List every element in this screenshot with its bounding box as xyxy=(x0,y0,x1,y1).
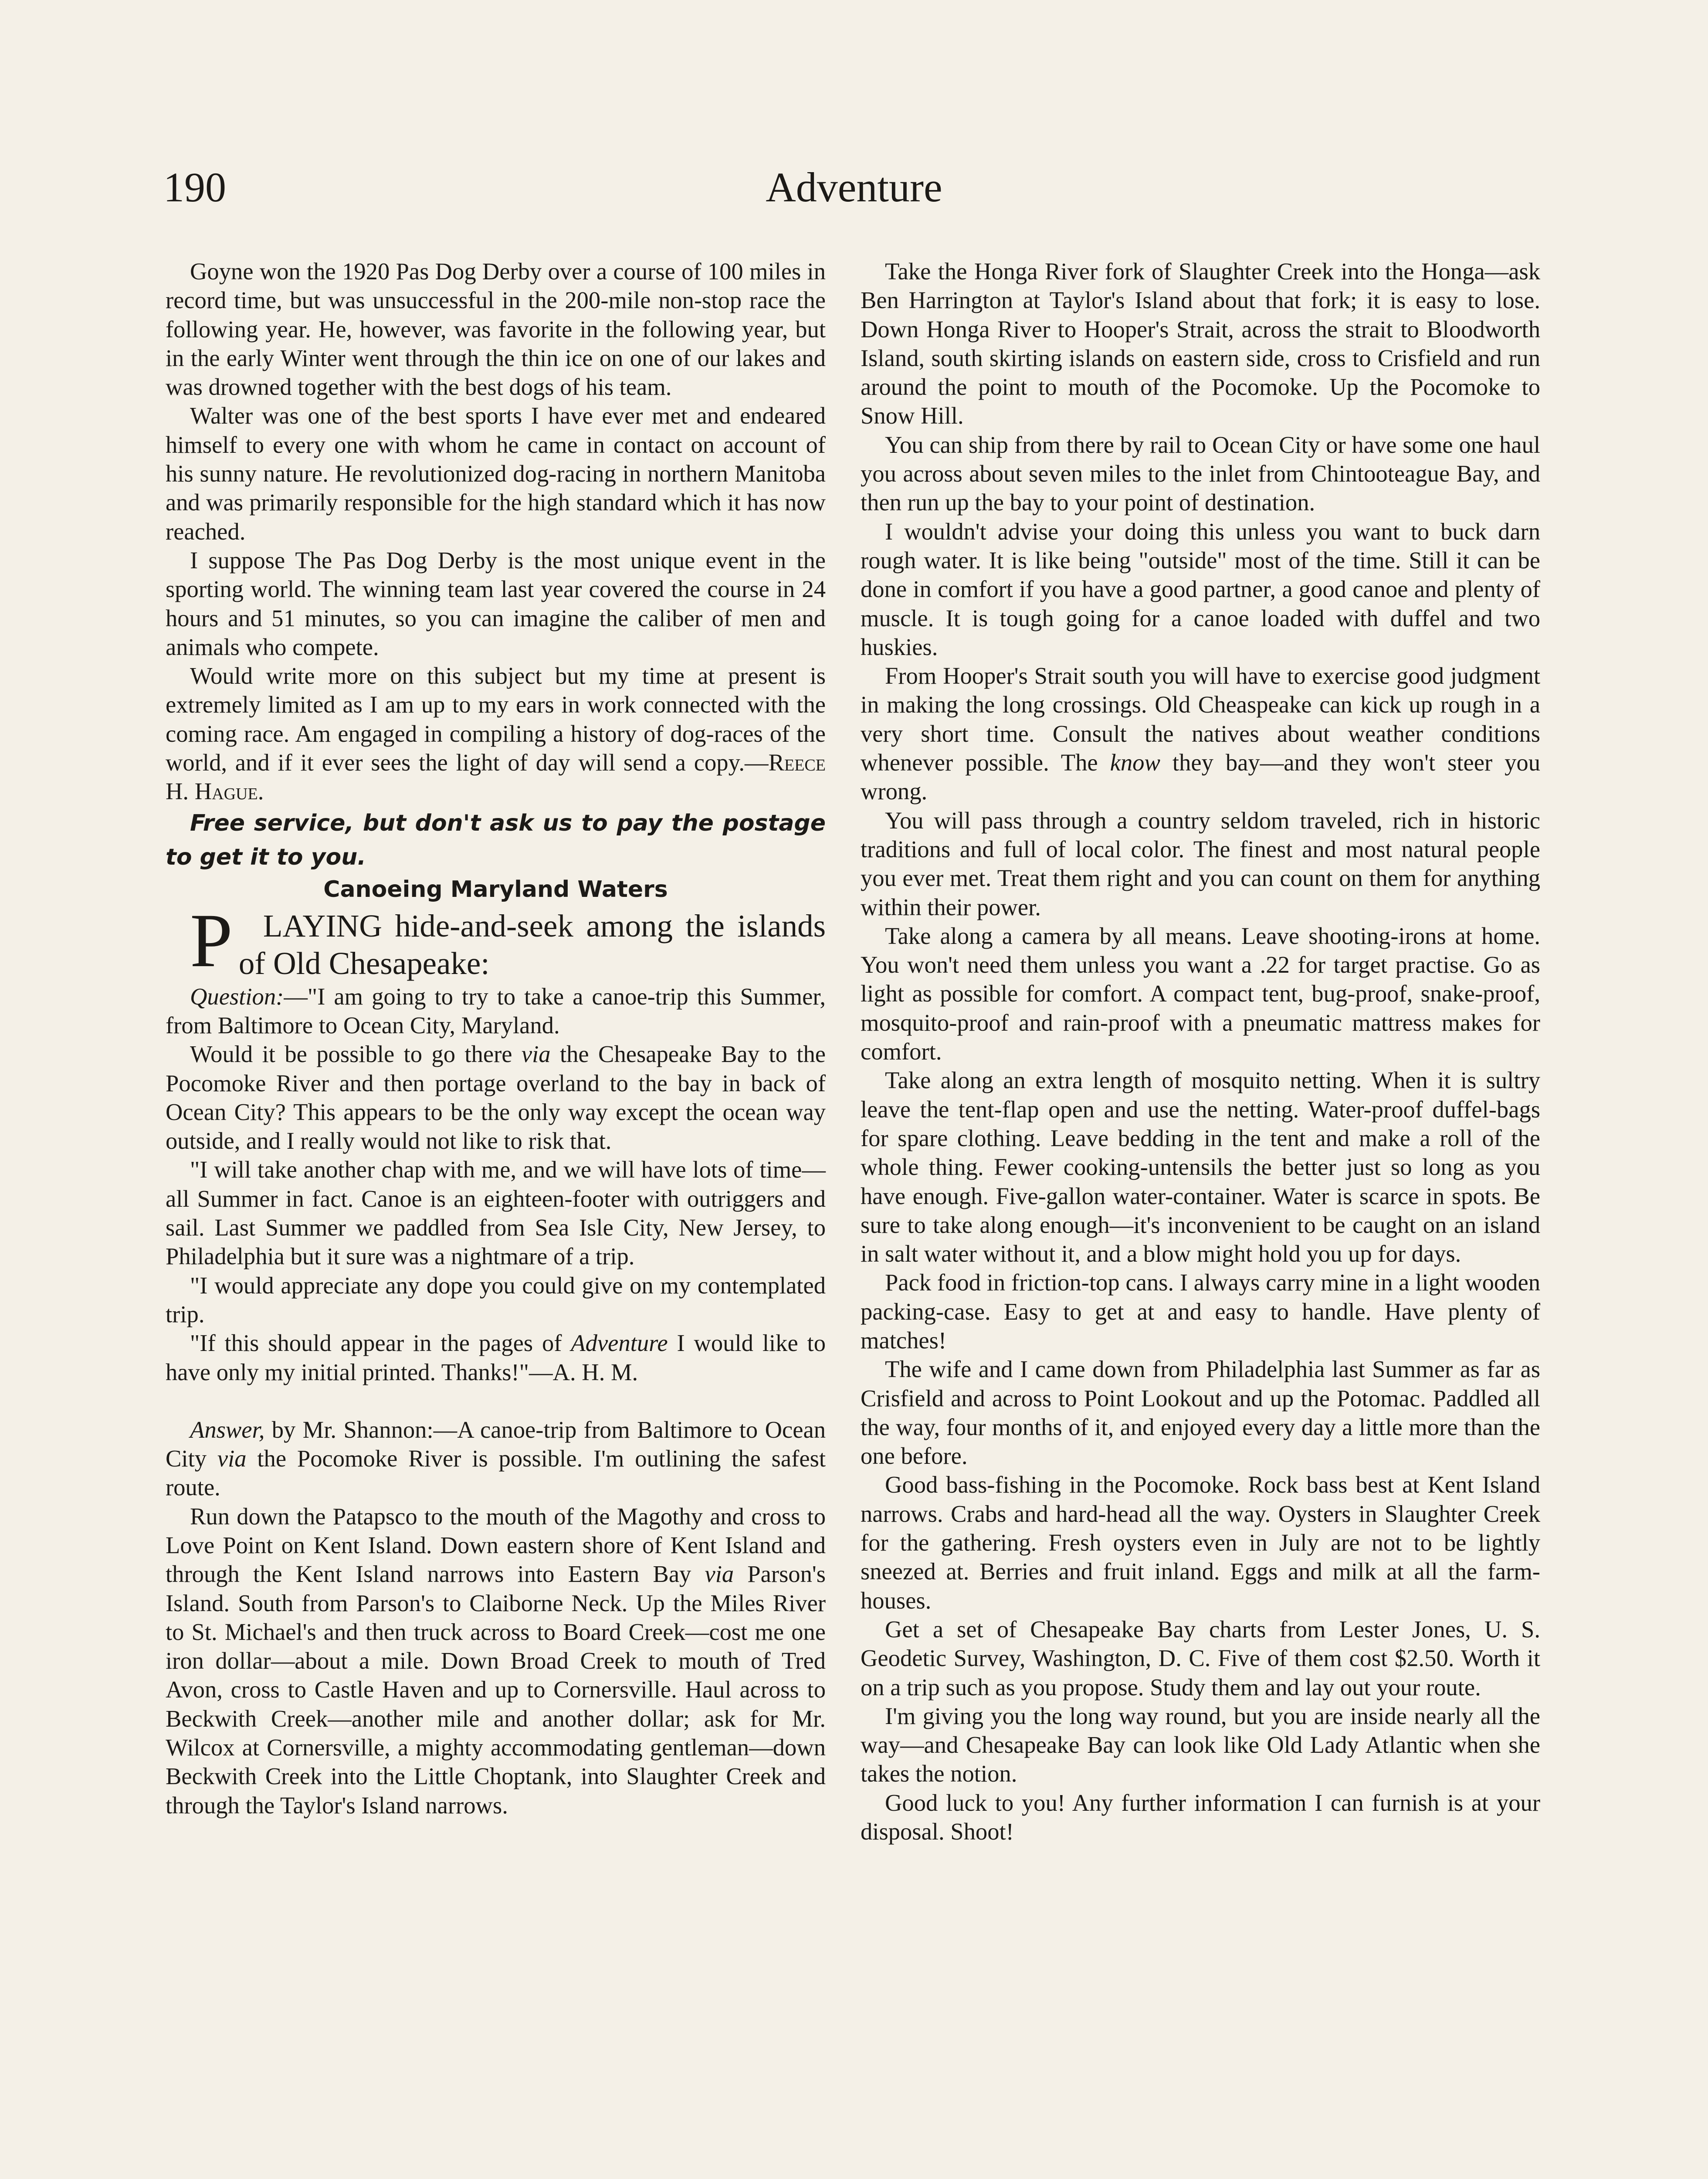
section-title: Canoeing Maryland Waters xyxy=(323,876,668,903)
right-column xyxy=(861,257,1540,1846)
text-run: by Mr. Shannon:—A canoe-trip from Baltimore to Ocean City xyxy=(166,1416,826,1472)
paragraph xyxy=(861,662,1540,806)
text-run: "If this should appear in the pages of xyxy=(190,1330,571,1357)
text-run: Run down the Patapsco to the mouth of the Magothy and cross to Love Point on Kent Island. Down eastern shore of Kent Island and through the Kent Island narrows into Eastern Bay xyxy=(166,1503,826,1588)
paragraph: I wouldn't advise your doing this unless you want to buck darn rough water. It is like being "outside" most of the time. Still it can be done in comfort if you have a good partner, a good canoe and plenty of muscle. It is tough going for a canoe loaded with duffel and two huskies. xyxy=(861,518,1540,660)
page-header xyxy=(163,161,1545,231)
text-run: I would like to have only my initial printed. Thanks!"—A. H. M. xyxy=(166,1330,826,1385)
paragraph: Good bass-fishing in the Pocomoke. Rock bass best at Kent Island narrows. Crabs and hard-head all the way. Oysters in Slaughter Creek for the gathering. Fresh oysters even in July are not to be lightly sneezed at. Berries and fruit inland. Eggs and milk at all the farm-houses. xyxy=(861,1471,1540,1614)
paragraph: I suppose The Pas Dog Derby is the most unique event in the sporting world. The winning team last year covered the course in 24 hours and 51 minutes, so you can imagine the caliber of men and animals who compete. xyxy=(166,546,826,660)
paragraph: Take the Honga River fork of Slaughter Creek into the Honga—ask Ben Harrington at Taylor's Island about that fork; it is easy to lose. Down Honga River to Hooper's Strait, across the strait to Bloodworth Island, south skirting islands on eastern side, cross to Crisfield and run around the point to mouth of the Pocomoke. Up the Pocomoke to Snow Hill. xyxy=(861,258,1540,429)
paragraph: You will pass through a country seldom traveled, rich in historic traditions and full of local color. The finest and most natural people you ever met. Treat them right and you can count on them for anything within their power. xyxy=(861,807,1540,920)
italic-word: via xyxy=(705,1561,734,1588)
paragraph xyxy=(166,662,826,806)
paragraph: I'm giving you the long way round, but you are inside nearly all the way—and Chesapeake Bay can look like Old Lady Atlantic when she takes the notion. xyxy=(861,1702,1540,1787)
paragraph: Take along a camera by all means. Leave shooting-irons at home. You won't need them unless you want a .22 for target practise. Go as light as possible for comfort. A compact tent, bug-proof, snake-proof, mosquito-proof and rain-proof with a pneumatic mattress makes for comfort. xyxy=(861,922,1540,1065)
paragraph: Pack food in friction-top cans. I always carry mine in a light wooden packing-case. Easy to get at and easy to handle. Have plenty of matches! xyxy=(861,1269,1540,1354)
letter-signature: Reece H. Hague. xyxy=(166,749,826,805)
paragraph xyxy=(166,1502,826,1820)
paragraph: "I would appreciate any dope you could give on my contemplated trip. xyxy=(166,1272,826,1327)
paragraph: "I will take another chap with me, and we will have lots of time—all Summer in fact. Canoe is an eighteen-footer with outriggers and sail. Last Summer we paddled from Sea Isle City, New Jersey, to Philadelphia but it sure was a nightmare of a trip. xyxy=(166,1156,826,1270)
drop-cap: P xyxy=(190,898,233,983)
service-note: Free service, but don't ask us to pay the postage to get it to you. xyxy=(166,810,826,870)
answer-paragraph xyxy=(166,1415,826,1502)
paragraph: Walter was one of the best sports I have ever met and endeared himself to every one with whom he came in contact on account of his sunny nature. He revolutionized dog-racing in northern Manitoba and was primarily responsible for the high standard which it has now reached. xyxy=(166,402,826,545)
answer-label: Answer, xyxy=(190,1416,265,1443)
spacer xyxy=(166,1387,826,1415)
paragraph: Goyne won the 1920 Pas Dog Derby over a course of 100 miles in record time, but was unsuccessful in the 200-mile non-stop race the following year. He, however, was favorite in the following year, but in the early Winter went through the thin ice on one of our lakes and was drowned together with the best dogs of his team. xyxy=(166,258,826,401)
paragraph-text: Would write more on this subject but my time at present is extremely limited as I am up to my ears in work connected with the coming race. Am engaged in compiling a history of dog-races of the world, and if it ever sees the light of day will send a copy.— xyxy=(166,662,826,776)
magazine-title: Adventure xyxy=(571,1330,668,1357)
paragraph: Good luck to you! Any further information I can furnish is at your disposal. Shoot! xyxy=(861,1789,1540,1845)
question-paragraph xyxy=(166,982,826,1040)
page-number: 190 xyxy=(163,164,226,210)
text-run: Parson's Island. South from Parson's to Claiborne Neck. Up the Miles River to St. Michael's and then truck across to Board Creek—cost me one iron dollar—about a mile. Down Broad Creek to mouth of Tred Avon, cross to Castle Haven and up to Cornersville. Haul across to Beckwith Creek—another mile and another dollar; ask for Mr. Wilcox at Cornersville, a mighty accommodating gentleman—down Beckwith Creek into the Little Choptank, into Slaughter Creek and through the Taylor's Island narrows. xyxy=(166,1561,826,1819)
text-run: the Chesapeake Bay to the Pocomoke River and then portage overland to the bay in back of Ocean City? This appears to be the only way except the ocean way outside, and I really would not like to risk that. xyxy=(166,1041,826,1154)
paragraph: You can ship from there by rail to Ocean City or have some one haul you across about seven miles to the inlet from Chintooteague Bay, and then run up the bay to your point of destination. xyxy=(861,431,1540,516)
paragraph: Take along an extra length of mosquito netting. When it is sultry leave the tent-flap open and use the netting. Water-proof duffel-bags for spare clothing. Leave bedding in the tent and make a roll of the whole thing. Fewer cooking-untensils the better just so long as you have enough. Five-gallon water-container. Water is scarce in spots. Be sure to take along enough—it's inconvenient to be caught on an island in salt water without it, and a blow might hold you up for days. xyxy=(861,1067,1540,1267)
text-run: From Hooper's Strait south you will have to exercise good judgment in making the long crossings. Old Cheaspeake can kick up rough in a very short time. Consult the natives about weather conditions whenever possible. The xyxy=(861,662,1540,776)
paragraph: The wife and I came down from Philadelphia last Summer as far as Crisfield and across to Point Lookout and up the Potomac. Paddled all the way, four months of it, and enjoyed every day a little more than the one before. xyxy=(861,1356,1540,1470)
section-subhead xyxy=(166,898,826,983)
paragraph: Get a set of Chesapeake Bay charts from Lester Jones, U. S. Geodetic Survey, Washington, D. C. Five of them cost $2.50. Worth it on a trip such as you propose. Study them and lay out your route. xyxy=(861,1616,1540,1700)
italic-word: know xyxy=(1110,749,1160,776)
text-run: the Pocomoke River is possible. I'm outlining the safest route. xyxy=(166,1445,826,1501)
paragraph xyxy=(166,1040,826,1155)
question-label: Question: xyxy=(190,983,284,1010)
paragraph xyxy=(166,1329,826,1387)
italic-word: via xyxy=(521,1041,551,1068)
italic-word: via xyxy=(217,1445,247,1472)
left-column xyxy=(166,257,826,1820)
paragraph-text: —"I am going to try to take a canoe-trip this Summer, from Baltimore to Ocean City, Maryland. xyxy=(166,983,826,1039)
running-head: Adventure xyxy=(766,164,942,210)
text-run: they bay—and they won't steer you wrong. xyxy=(861,749,1541,805)
text-run: Would it be possible to go there xyxy=(190,1041,522,1068)
subhead-text: LAYING hide-and-seek among the islands of Old Chesapeake: xyxy=(238,908,826,981)
